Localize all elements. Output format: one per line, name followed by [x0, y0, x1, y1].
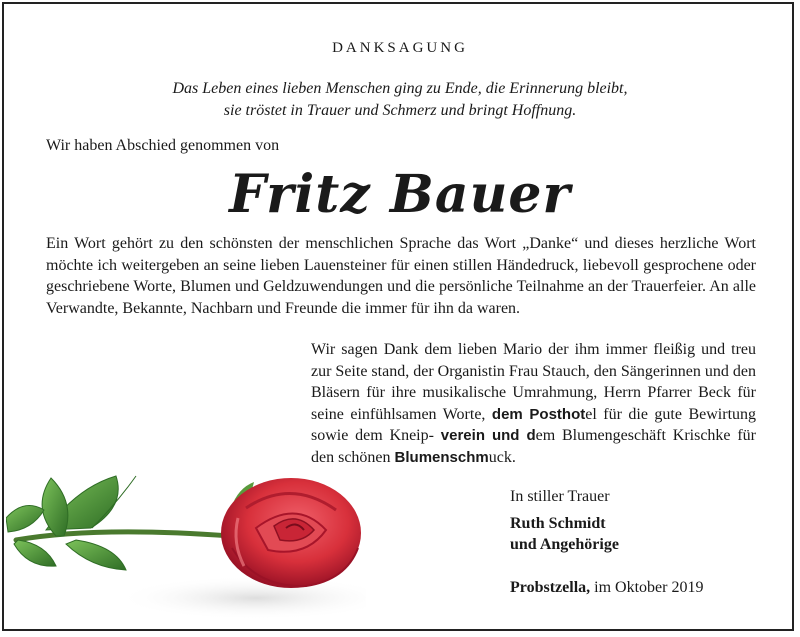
- thanks-paragraph-1: Ein Wort gehört zu den schönsten der menschlichen Sprache das Wort „Danke“ und dieses herzliche Wort möchte ich weitergeben an seine lieben Lauensteiner für einen stillen Händedruck, liebevoll gesprochene oder geschriebene Worte, Blumen und Geldzuwendungen und die persönliche Teilnahme an der Trauerfeier. An alle Verwandte, Bekannte, Nachbarn und Freunde die immer für ihn da waren.: [46, 235, 756, 317]
- intro-text: Wir haben Abschied genommen von: [46, 137, 280, 154]
- rose-image: [6, 448, 366, 628]
- paragraph2-bold2: verein und d: [440, 427, 536, 445]
- signature-intro: In stiller Trauer: [510, 488, 610, 505]
- paragraph2-part1: Wir sagen Dank dem lieben Mario der ihm immer fleißig und treu zur Seite stand, der Organistin Frau Stauch, den Sängerinnen und den Bläsern für ihre musikalische Umrahmung, Herrn Pfarrer Beck für seine einfühlsamen Worte,: [311, 341, 756, 423]
- place-date-text: im Oktober 2019: [590, 579, 704, 596]
- deceased-name: Fritz Bauer: [229, 164, 571, 225]
- motto-line-1: Das Leben eines lieben Menschen ging zu Ende, die Erinnerung bleibt,: [172, 80, 628, 97]
- signature-name: Ruth Schmidt: [510, 515, 606, 532]
- paragraph2-bold3: Blumenschm: [394, 448, 489, 466]
- place-city: Probstzella,: [510, 579, 591, 596]
- motto-line-2: sie tröstet in Trauer und Schmerz und bringt Hoffnung.: [223, 102, 577, 119]
- thanks-paragraph-2: [311, 339, 756, 469]
- motto: [0, 78, 800, 122]
- signature-relatives: und Angehörige: [510, 536, 619, 553]
- paragraph2-part2: el für die gute Bewirtung sowie dem Kneip-: [311, 405, 757, 445]
- paragraph2-part3: em Blumengeschäft Krischke für den schönen: [311, 427, 756, 466]
- paragraph2-part4: uck.: [488, 448, 516, 466]
- place-date: [510, 579, 703, 597]
- paragraph2-bold1: dem Posthot: [491, 405, 586, 423]
- heading: DANKSAGUNG: [332, 40, 468, 56]
